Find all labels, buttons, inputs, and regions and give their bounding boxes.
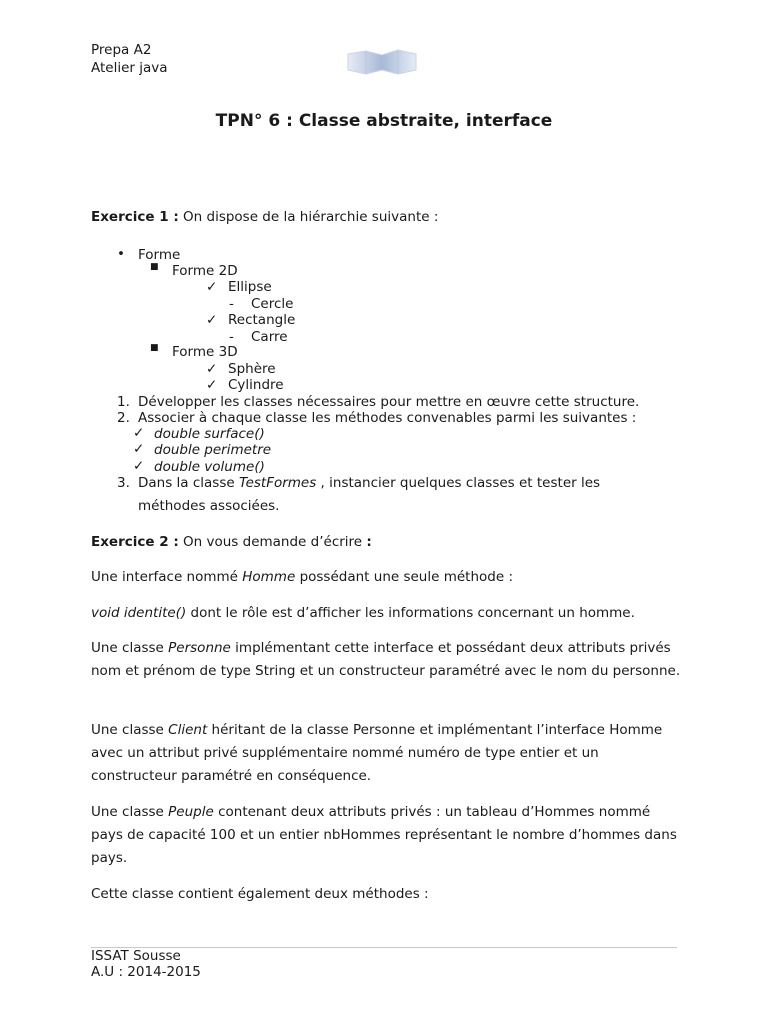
tree-root: Forme [138, 247, 181, 263]
checkmark-icon: ✓ [206, 377, 218, 393]
checkmark-icon: ✓ [133, 441, 145, 457]
question-2-number: 2. [117, 410, 130, 426]
footer-line-2: A.U : 2014-2015 [91, 964, 201, 980]
question-1-number: 1. [117, 394, 130, 410]
dash-bullet-icon: - [229, 329, 234, 345]
tree-sphere: Sphère [228, 361, 276, 377]
checkmark-icon: ✓ [133, 458, 145, 474]
tree-rectangle: Rectangle [228, 312, 296, 328]
method-1: double surface() [154, 426, 265, 442]
bullet-dot-icon: • [117, 246, 125, 262]
checkmark-icon: ✓ [133, 425, 145, 441]
header-logo-icon [346, 46, 418, 76]
question-2: Associer à chaque classe les méthodes convenables parmi les suivantes : [138, 410, 637, 426]
exercise-2-heading: Exercice 2 : On vous demande d’écrire : [91, 534, 372, 550]
tree-cercle: Cercle [251, 296, 294, 312]
tree-forme2d: Forme 2D [172, 263, 238, 279]
square-bullet-icon: ■ [150, 343, 159, 353]
exercise-2-intro: On vous demande d’écrire [178, 534, 367, 550]
tree-carre: Carre [251, 329, 288, 345]
checkmark-icon: ✓ [206, 312, 218, 328]
paragraph-interface: Une interface nommé Homme possédant une seule méthode : [91, 569, 513, 585]
paragraph-methodes: Cette classe contient également deux méthodes : [91, 886, 429, 902]
tree-forme3d: Forme 3D [172, 344, 238, 360]
tree-ellipse: Ellipse [228, 279, 272, 295]
exercise-1-label: Exercice 1 : [91, 209, 179, 225]
header-line-1: Prepa A2 [91, 42, 152, 58]
question-3: Dans la classe TestFormes , instancier quelques classes et tester les [138, 475, 601, 491]
checkmark-icon: ✓ [206, 279, 218, 295]
header-line-2: Atelier java [91, 60, 168, 76]
question-1: Développer les classes nécessaires pour mettre en œuvre cette structure. [138, 394, 640, 410]
square-bullet-icon: ■ [150, 262, 159, 272]
paragraph-peuple: Une classe Peuple contenant deux attributs privés : un tableau d’Hommes nommé pays de capacité 100 et un entier nbHommes représentant le nombre d’hommes dans pays. [91, 804, 677, 866]
exercise-1-heading [91, 209, 438, 225]
exercise-2-label: Exercice 2 : [91, 534, 179, 550]
exercise-1-intro: On dispose de la hiérarchie suivante : [178, 209, 439, 225]
paragraph-identite: void identite() dont le rôle est d’afficher les informations concernant un homme. [91, 605, 635, 621]
method-2: double perimetre [154, 442, 272, 458]
dash-bullet-icon: - [229, 296, 234, 312]
tree-cylindre: Cylindre [228, 377, 284, 393]
paragraph-client: Une classe Client héritant de la classe Personne et implémentant l’interface Homme avec un attribut privé supplémentaire nommé numéro de type entier et un constructeur paramétré en conséquence. [91, 722, 663, 784]
footer-line-1: ISSAT Sousse [91, 948, 181, 964]
question-3-cont: méthodes associées. [138, 498, 280, 514]
checkmark-icon: ✓ [206, 361, 218, 377]
page-title: TPN° 6 : Classe abstraite, interface [215, 111, 553, 131]
question-3-number: 3. [117, 475, 130, 491]
paragraph-personne: Une classe Personne implémentant cette interface et possédant deux attributs privés nom et prénom de type String et un constructeur paramétré avec le nom du personne. [91, 640, 681, 679]
method-3: double volume() [154, 459, 265, 475]
